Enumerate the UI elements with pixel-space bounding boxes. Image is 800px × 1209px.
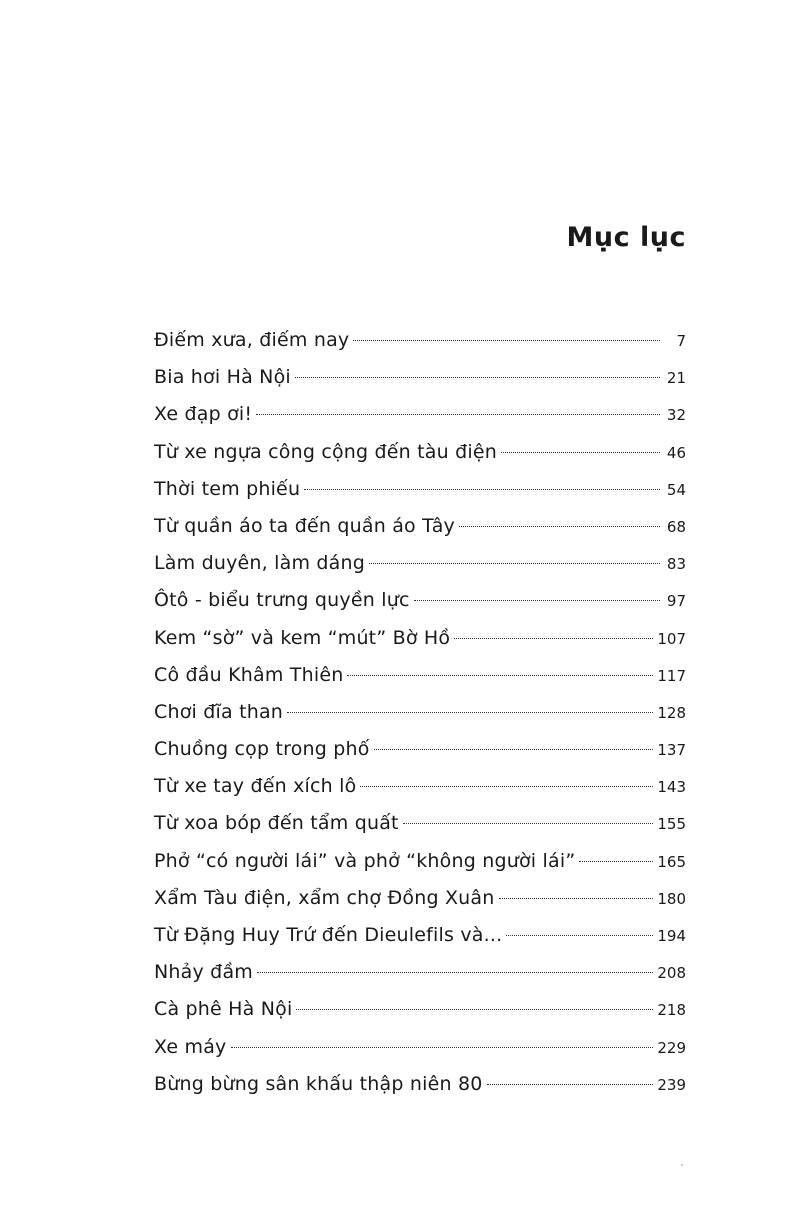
toc-entry[interactable] [154, 954, 686, 991]
toc-entry[interactable] [154, 1066, 686, 1103]
dot-leader [499, 898, 654, 899]
dot-leader [304, 489, 660, 490]
toc-page-number: 54 [666, 480, 686, 499]
dot-leader [360, 786, 653, 787]
toc-entry-title: Chuồng cọp trong phố [154, 738, 370, 761]
toc-entry[interactable] [154, 657, 686, 694]
toc-entry[interactable] [154, 731, 686, 768]
toc-page-number: 239 [657, 1075, 686, 1094]
toc-page-number: 107 [657, 629, 686, 648]
toc-entry[interactable] [154, 582, 686, 619]
toc-page-number: 32 [666, 406, 686, 425]
toc-entry-title: Từ xe ngựa công cộng đến tàu điện [154, 440, 498, 463]
toc-entry-title: Xe máy [154, 1035, 227, 1058]
toc-entry-title: Xe đạp ơi! [154, 403, 253, 426]
dot-leader [369, 563, 660, 564]
toc-entry-title: Cô đầu Khâm Thiên [154, 663, 344, 686]
toc-entry-title: Thời tem phiếu [154, 477, 301, 500]
dot-leader [459, 526, 660, 527]
dot-leader [296, 1009, 653, 1010]
toc-entry[interactable] [154, 991, 686, 1028]
dot-leader [487, 1084, 654, 1085]
toc-entry-title: Từ xoa bóp đến tẩm quất [154, 812, 399, 835]
toc-entry[interactable] [154, 359, 686, 396]
toc-entry-title: Từ Đặng Huy Trứ đến Dieulefils và... [154, 924, 503, 946]
toc-entry-title: Từ quần áo ta đến quần áo Tây [154, 514, 455, 537]
toc-entry-title: Bia hơi Hà Nội [154, 366, 291, 389]
dot-leader [287, 712, 653, 713]
toc-entry-title: Ôtô - biểu trưng quyền lực [154, 589, 410, 612]
toc-page-number: 229 [657, 1038, 686, 1057]
toc-entry[interactable] [154, 620, 686, 657]
toc-entry[interactable] [154, 471, 686, 508]
toc-entry[interactable] [154, 545, 686, 582]
toc-page-number: 143 [657, 778, 686, 797]
toc-list [154, 322, 686, 1103]
toc-entry[interactable] [154, 694, 686, 731]
toc-entry-title: Nhảy đầm [154, 961, 253, 984]
dot-leader [295, 377, 660, 378]
toc-entry-title: Từ xe tay đến xích lô [154, 775, 357, 798]
toc-page-number: 21 [666, 369, 686, 388]
toc-entry[interactable] [154, 805, 686, 842]
dot-leader [579, 861, 653, 862]
dot-leader [256, 414, 660, 415]
toc-page-number: 208 [657, 964, 686, 983]
toc-page-number: 117 [657, 666, 686, 685]
toc-page-number: 180 [657, 889, 686, 908]
toc-entry[interactable] [154, 434, 686, 471]
toc-entry[interactable] [154, 917, 686, 954]
toc-entry[interactable] [154, 396, 686, 433]
toc-entry-title: Chơi đĩa than [154, 700, 284, 723]
toc-entry-title: Phở “có người lái” và phở “không người lái” [154, 849, 576, 872]
toc-entry-title: Điếm xưa, điếm nay [154, 329, 350, 351]
dot-leader [403, 823, 654, 824]
toc-entry-title: Cà phê Hà Nội [154, 998, 293, 1021]
dot-leader [347, 675, 653, 676]
dot-leader [414, 600, 660, 601]
dot-leader [257, 972, 653, 973]
toc-page-number: 97 [666, 592, 686, 611]
toc-entry[interactable] [154, 508, 686, 545]
toc-page-number: 128 [657, 703, 686, 722]
dot-leader [231, 1047, 654, 1048]
toc-entry-title: Làm duyên, làm dáng [154, 552, 366, 575]
toc-entry[interactable] [154, 843, 686, 880]
toc-page-number: 194 [657, 927, 686, 945]
dot-leader [353, 340, 660, 341]
scan-speck [681, 1164, 683, 1166]
toc-entry-title: Bừng bừng sân khấu thập niên 80 [154, 1072, 483, 1095]
toc-entry[interactable] [154, 1029, 686, 1066]
toc-page-number: 155 [657, 815, 686, 834]
toc-entry[interactable] [154, 322, 686, 359]
toc-page-number: 46 [666, 443, 686, 462]
toc-entry-title: Kem “sờ” và kem “mút” Bờ Hồ [154, 626, 451, 649]
toc-page-number: 218 [657, 1001, 686, 1020]
toc-page-number: 7 [676, 332, 686, 350]
toc-entry[interactable] [154, 768, 686, 805]
dot-leader [454, 638, 653, 639]
toc-page-number: 165 [657, 852, 686, 871]
page-title: Mục lục [566, 222, 686, 253]
toc-page-number: 83 [666, 555, 686, 574]
toc-page-number: 137 [657, 741, 686, 760]
dot-leader [374, 749, 654, 750]
toc-entry-title: Xẩm Tàu điện, xẩm chợ Đồng Xuân [154, 886, 495, 909]
toc-page-number: 68 [666, 517, 686, 536]
toc-entry[interactable] [154, 880, 686, 917]
dot-leader [506, 935, 653, 936]
dot-leader [501, 452, 660, 453]
